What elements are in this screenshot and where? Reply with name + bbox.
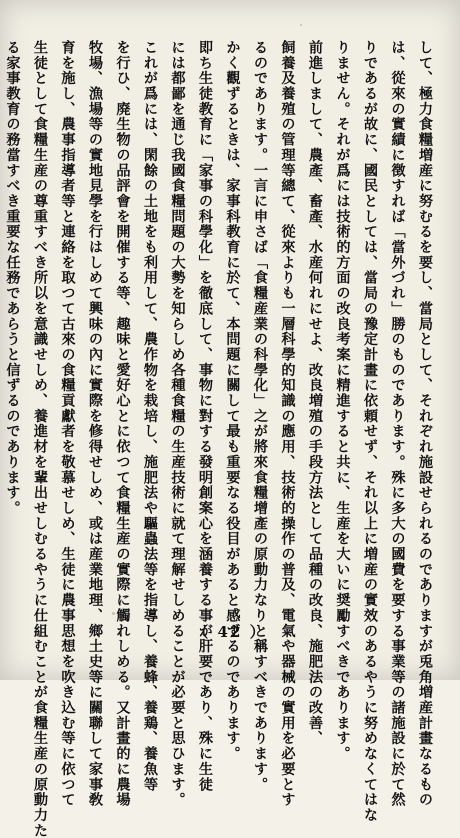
text-column: を行ひ、廃生物の品評會を開催する等、趣味と愛好心とに依つて食糧生産の實際に觸れしめる。又計畫的に農場	[114, 40, 131, 808]
text-column: 前進しまして、農產、畜產、水産何れにせよ、改良増殖の手段方法として品種の改良、施肥法の改善、	[307, 40, 323, 747]
text-column: かく觀ずるときは、家事科教育に於て、本問題に關して最も重要なる役目があると感ずるのであります。	[224, 40, 241, 762]
text-column: 育を施し、農事指導者等と連絡を取つて古來の食糧貢獻者を敬慕せしめ、生徒に農事思想を吹き込む等に依つて	[59, 40, 76, 808]
text-column: りません。それが爲には技術的方面の改良考案に精進すると共に、生産を大いに奨勵すべきであります。	[334, 40, 351, 762]
text-column: りであるが故に、國民としては、當局の豫定計畫に依頼せず、それ以上に増産の實效のあるやうに努めなくてはな	[362, 40, 378, 823]
text-column: これが爲には、閑餘の土地をも利用して、農作物を栽培し、施肥法や驅蟲法等を指導し、養蜂、養鶏、養魚等	[142, 40, 158, 793]
text-column: は、從來の實績に徴すれば「當外づれ」勝のものであります。殊に多大の國費を要する事業等の諸施設に於て然	[389, 40, 406, 808]
paper-speck	[300, 24, 302, 26]
page-number: （ 42 ）	[193, 623, 267, 641]
text-column: 牧場、漁場等の實地見學を行はしめて興味の內に實際を修得せしめ、或は産業地理、鄉土史等に關聯して家事敎	[87, 40, 103, 808]
text-column: して、極力食糧増産に努むるを要し、當局として、それぞれ施設せられるのでありますが兎角増産計畫なるもの	[417, 40, 433, 808]
text-column: には都鄙を通じ我國食糧問題の大勢を知らしめ各種食糧の生産技術に就て理解せしめることが必要と思ひます。	[169, 40, 186, 808]
text-column: るのであります。一言に申さば「食糧産業の科學化」之が將來食糧增產の原動力なりと稱すべきであります。	[252, 40, 268, 793]
text-column: 生徒として食糧生産の尊重すべき所以を意識せしめ、養進材を輩出せしむるやうに仕組むことが食糧生産の原動力た	[32, 40, 48, 838]
text-column: 飼養及養殖の管理等總て、從來よりも一層科學的知識の應用、技術的操作の普及、電氣や器械の實用を必要とす	[279, 40, 296, 808]
text-column: る家事教育の務當すべき重要な任務であらうと信ずるのであります。	[4, 40, 21, 516]
paper-speck	[112, 612, 115, 615]
text-column: 即ち生徒教育に「家事の科學化」を徹底して、事物に對する發明創案心を涵養する事が肝要であり、殊に生徒	[197, 40, 213, 793]
